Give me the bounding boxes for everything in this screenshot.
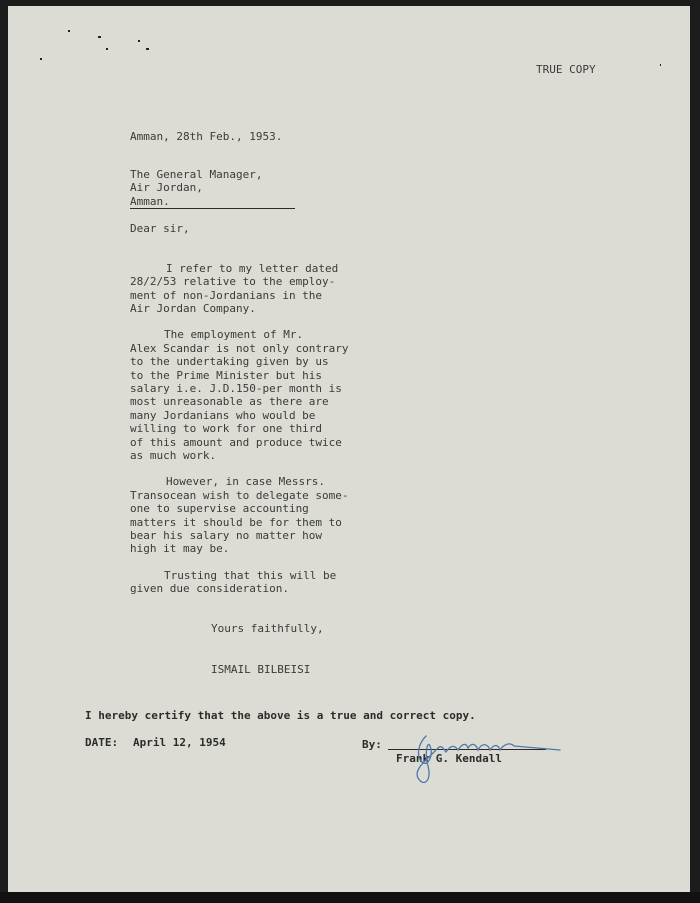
body-line: I refer to my letter dated — [166, 262, 339, 275]
certification-statement: I hereby certify that the above is a true and correct copy. — [85, 709, 476, 722]
speck-mark — [68, 30, 70, 32]
letter-date: Amman, 28th Feb., 1953. — [130, 130, 283, 143]
body-line: high it may be. — [130, 542, 230, 555]
speck-mark — [98, 36, 101, 38]
body-line: given due consideration. — [130, 582, 289, 595]
body-line: matters it should be for them to — [130, 516, 342, 529]
body-line: of this amount and produce twice — [130, 436, 342, 449]
body-line: The employment of Mr. — [164, 328, 304, 341]
date-label: DATE: — [85, 736, 119, 749]
speck-mark — [106, 48, 108, 50]
certification-date: April 12, 1954 — [133, 736, 226, 749]
body-line: bear his salary no matter how — [130, 529, 323, 542]
body-line: salary i.e. J.D.150-per month is — [130, 382, 342, 395]
speck-mark — [660, 64, 661, 66]
address-underline — [130, 208, 295, 209]
true-copy-label: TRUE COPY — [536, 63, 596, 76]
body-line: many Jordanians who would be — [130, 409, 316, 422]
closing: Yours faithfully, — [211, 622, 324, 635]
document-page — [8, 6, 690, 892]
body-line: most unreasonable as there are — [130, 395, 329, 408]
body-line: willing to work for one third — [130, 422, 323, 435]
recipient-line: Amman. — [130, 195, 170, 208]
certifier-name: Frank G. Kendall — [396, 752, 502, 765]
body-line: 28/2/53 relative to the employ- — [130, 275, 336, 288]
handwritten-signature — [388, 722, 563, 788]
body-line: as much work. — [130, 449, 217, 462]
body-line: to the undertaking given by us — [130, 355, 329, 368]
body-line: Alex Scandar is not only contrary — [130, 342, 349, 355]
recipient-line: Air Jordan, — [130, 181, 203, 194]
body-line: Trusting that this will be — [164, 569, 337, 582]
by-label: By: — [362, 738, 382, 751]
body-line: ment of non-Jordanians in the — [130, 289, 323, 302]
scan-border — [0, 892, 700, 903]
speck-mark — [146, 48, 149, 50]
body-line: However, in case Messrs. — [166, 475, 325, 488]
body-line: one to supervise accounting — [130, 502, 309, 515]
recipient-line: The General Manager, — [130, 168, 263, 181]
body-line: Transocean wish to delegate some- — [130, 489, 349, 502]
salutation: Dear sir, — [130, 222, 190, 235]
body-line: Air Jordan Company. — [130, 302, 256, 315]
signatory-name: ISMAIL BILBEISI — [211, 663, 311, 676]
body-line: to the Prime Minister but his — [130, 369, 323, 382]
speck-mark — [138, 40, 140, 42]
speck-mark — [40, 58, 42, 60]
